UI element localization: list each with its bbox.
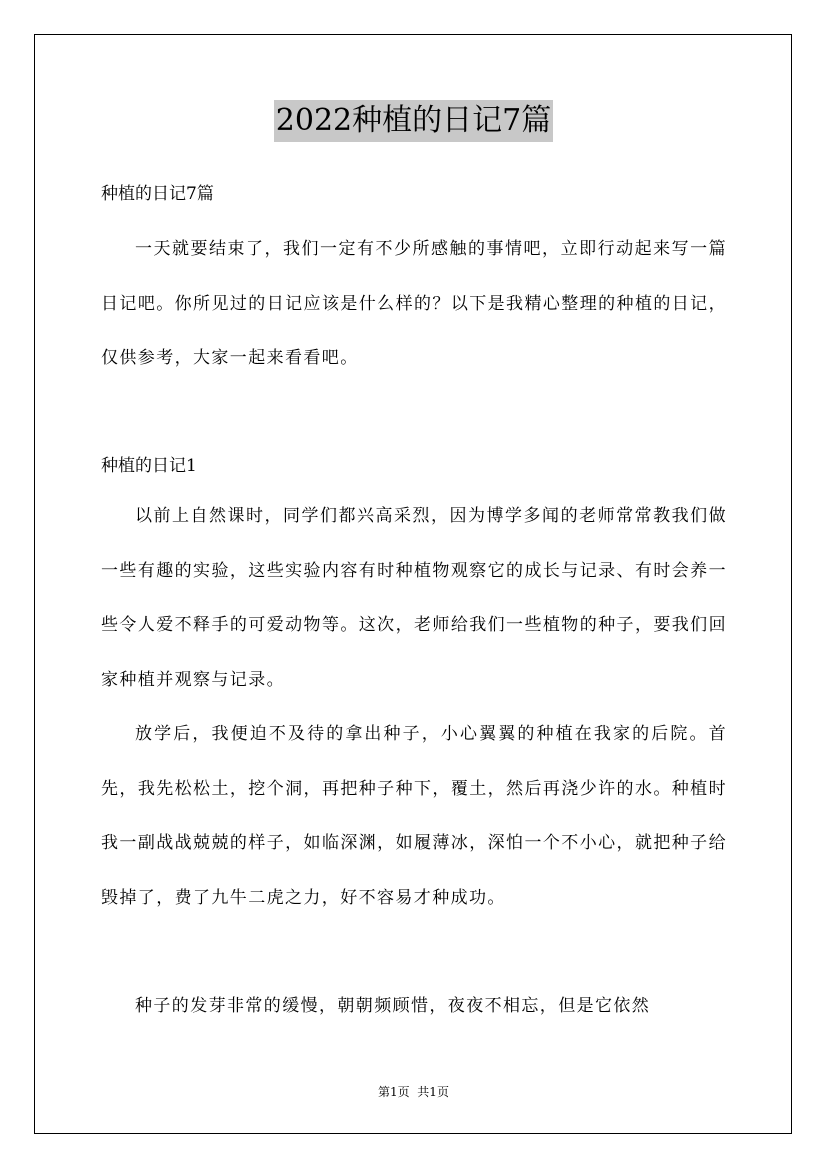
document-title: 2022种植的日记7篇	[274, 100, 553, 142]
intro-paragraph: 一天就要结束了，我们一定有不少所感触的事情吧，立即行动起来写一篇日记吧。你所见过的日记应该是什么样的？以下是我精心整理的种植的日记，仅供参考，大家一起来看看吧。	[101, 239, 727, 368]
section-heading: 种植的日记1	[101, 456, 197, 476]
document-subtitle: 种植的日记7篇	[101, 184, 214, 204]
title-container	[0, 100, 827, 142]
body-paragraph-1: 以前上自然课时，同学们都兴高采烈，因为博学多闻的老师常常教我们做一些有趣的实验，这些实验内容有时种植物观察它的成长与记录、有时会养一些令人爱不释手的可爱动物等。这次，老师给我们一些植物的种子，要我们回家种植并观察与记录。	[101, 506, 727, 690]
body-paragraph-2: 放学后，我便迫不及待的拿出种子，小心翼翼的种植在我家的后院。首先，我先松松土，挖个洞，再把种子种下，覆土，然后再浇少许的水。种植时我一副战战兢兢的样子，如临深渊，如履薄冰，深怕一个不小心，就把种子给毁掉了，费了九牛二虎之力，好不容易才种成功。	[101, 724, 727, 908]
body-paragraph-3: 种子的发芽非常的缓慢，朝朝频顾惜，夜夜不相忘，但是它依然	[135, 996, 651, 1016]
page-footer: 第1页 共1页	[378, 1085, 449, 1099]
